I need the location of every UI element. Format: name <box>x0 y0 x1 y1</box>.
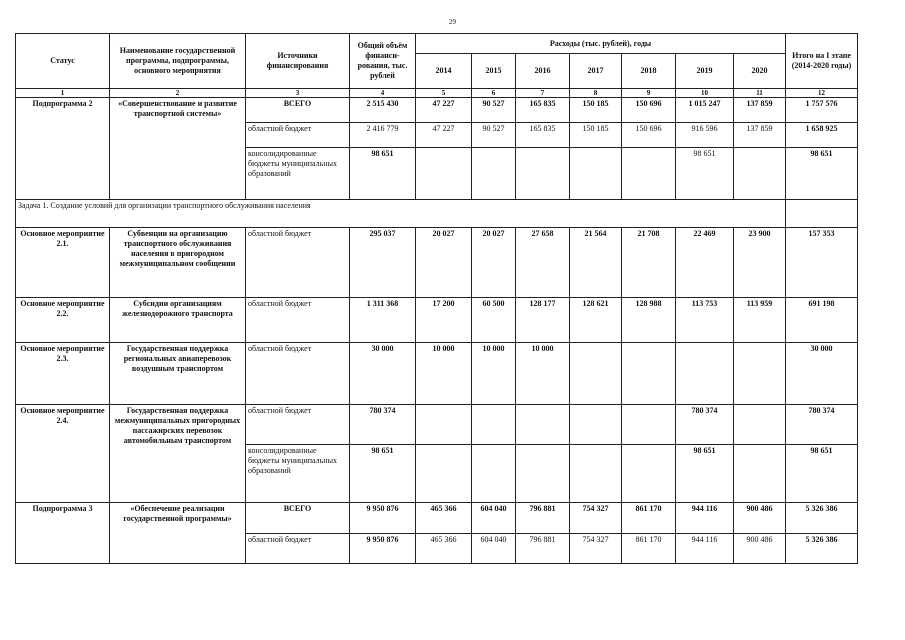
header-status: Статус <box>16 34 110 89</box>
row-value: 861 170 <box>622 534 676 564</box>
row-value: 21 708 <box>622 228 676 298</box>
row-total: 9 950 876 <box>350 534 416 564</box>
row-value: 916 596 <box>676 123 734 148</box>
row-value: 165 835 <box>516 98 570 123</box>
row-value <box>516 405 570 445</box>
task-row <box>16 200 858 228</box>
row-status: Основное мероприятие 2.4. <box>16 405 110 503</box>
header-year: 2014 <box>416 54 472 89</box>
row-total: 2 515 430 <box>350 98 416 123</box>
row-value: 98 651 <box>676 445 734 503</box>
row-sum: 157 353 <box>786 228 858 298</box>
row-value <box>622 445 676 503</box>
row-value: 604 040 <box>472 534 516 564</box>
header-stage-total: Итого на I этапе (2014-2020 годы) <box>786 34 858 89</box>
row-value: 90 527 <box>472 98 516 123</box>
row-name: Государственная поддержка региональных авиаперевозок воздушным транспортом <box>110 343 246 405</box>
row-value: 137 859 <box>734 98 786 123</box>
row-value: 128 621 <box>570 298 622 343</box>
row-value: 780 374 <box>676 405 734 445</box>
row-value: 23 900 <box>734 228 786 298</box>
row-value: 17 200 <box>416 298 472 343</box>
column-number: 4 <box>350 89 416 98</box>
row-value <box>416 405 472 445</box>
row-status: Подпрограмма 3 <box>16 503 110 564</box>
row-value <box>734 405 786 445</box>
column-number: 2 <box>110 89 246 98</box>
row-value <box>416 445 472 503</box>
page-number: 29 <box>449 18 456 26</box>
row-name: Субвенции на организацию транспортного обслуживания населения в пригородном межмуниципальном сообщении <box>110 228 246 298</box>
row-value <box>472 148 516 200</box>
row-status: Основное мероприятие 2.3. <box>16 343 110 405</box>
row-value: 900 486 <box>734 534 786 564</box>
column-number: 12 <box>786 89 858 98</box>
row-total: 295 037 <box>350 228 416 298</box>
row-value: 900 486 <box>734 503 786 534</box>
row-source: областной бюджет <box>246 298 350 343</box>
row-value: 21 564 <box>570 228 622 298</box>
row-value: 165 835 <box>516 123 570 148</box>
row-value <box>676 343 734 405</box>
row-value: 10 000 <box>472 343 516 405</box>
row-status: Основное мероприятие 2.1. <box>16 228 110 298</box>
row-source: консолидированные бюджеты муниципальных образований <box>246 445 350 503</box>
row-value <box>622 343 676 405</box>
row-name: «Обеспечение реализации государственной программы» <box>110 503 246 564</box>
row-value <box>734 343 786 405</box>
row-value <box>734 148 786 200</box>
row-value <box>416 148 472 200</box>
column-number: 5 <box>416 89 472 98</box>
task-title: Задача 1. Создание условий для организации транспортного обслуживания населения <box>16 200 786 228</box>
row-sum: 30 000 <box>786 343 858 405</box>
row-source: ВСЕГО <box>246 98 350 123</box>
column-number: 9 <box>622 89 676 98</box>
column-number: 7 <box>516 89 570 98</box>
header-year: 2019 <box>676 54 734 89</box>
row-value: 754 327 <box>570 503 622 534</box>
row-value: 150 696 <box>622 123 676 148</box>
row-sum: 1 658 925 <box>786 123 858 148</box>
row-value: 150 696 <box>622 98 676 123</box>
row-value: 22 469 <box>676 228 734 298</box>
row-sum: 780 374 <box>786 405 858 445</box>
table-row <box>16 228 858 298</box>
budget-table <box>15 33 858 564</box>
column-number: 6 <box>472 89 516 98</box>
row-value: 47 227 <box>416 123 472 148</box>
row-value: 113 753 <box>676 298 734 343</box>
row-value: 60 500 <box>472 298 516 343</box>
row-value: 20 027 <box>472 228 516 298</box>
row-sum: 1 757 576 <box>786 98 858 123</box>
row-value: 128 177 <box>516 298 570 343</box>
row-value: 10 000 <box>516 343 570 405</box>
row-total: 780 374 <box>350 405 416 445</box>
row-value: 47 227 <box>416 98 472 123</box>
column-number: 11 <box>734 89 786 98</box>
row-value: 1 015 247 <box>676 98 734 123</box>
header-year: 2016 <box>516 54 570 89</box>
row-total: 1 311 368 <box>350 298 416 343</box>
row-value <box>472 445 516 503</box>
row-source: областной бюджет <box>246 123 350 148</box>
row-name: Государственная поддержка межмуниципальных пригородных пассажирских перевозок автомобильным транспортом <box>110 405 246 503</box>
table-row <box>16 405 858 445</box>
row-value: 465 366 <box>416 503 472 534</box>
row-value: 604 040 <box>472 503 516 534</box>
table-row <box>16 298 858 343</box>
row-value: 944 116 <box>676 503 734 534</box>
row-value: 754 327 <box>570 534 622 564</box>
row-value: 10 000 <box>416 343 472 405</box>
row-name: «Совершенствование и развитие транспортной системы» <box>110 98 246 200</box>
row-source: областной бюджет <box>246 534 350 564</box>
row-value: 98 651 <box>676 148 734 200</box>
row-value: 944 116 <box>676 534 734 564</box>
header-row-1 <box>16 34 858 54</box>
row-total: 30 000 <box>350 343 416 405</box>
header-year: 2017 <box>570 54 622 89</box>
row-name: Субсидии организациям железнодорожного транспорта <box>110 298 246 343</box>
row-value <box>570 343 622 405</box>
row-value <box>472 405 516 445</box>
header-name: Наименование государственной программы, подпрограммы, основного мероприятия <box>110 34 246 89</box>
row-sum: 5 326 386 <box>786 534 858 564</box>
row-source: ВСЕГО <box>246 503 350 534</box>
header-year: 2018 <box>622 54 676 89</box>
header-year: 2020 <box>734 54 786 89</box>
row-value: 128 988 <box>622 298 676 343</box>
row-value: 113 959 <box>734 298 786 343</box>
column-number: 8 <box>570 89 622 98</box>
row-value: 27 658 <box>516 228 570 298</box>
row-status: Основное мероприятие 2.2. <box>16 298 110 343</box>
table-row <box>16 343 858 405</box>
header-expenses: Расходы (тыс. рублей), годы <box>416 34 786 54</box>
header-source: Источники финансирования <box>246 34 350 89</box>
column-number: 10 <box>676 89 734 98</box>
row-source: областной бюджет <box>246 405 350 445</box>
row-value: 137 859 <box>734 123 786 148</box>
row-value <box>570 148 622 200</box>
table-row <box>16 98 858 123</box>
row-sum: 691 198 <box>786 298 858 343</box>
row-sum: 5 326 386 <box>786 503 858 534</box>
row-status: Подпрограмма 2 <box>16 98 110 200</box>
row-value <box>734 445 786 503</box>
header-year: 2015 <box>472 54 516 89</box>
row-value: 796 881 <box>516 534 570 564</box>
row-value <box>570 445 622 503</box>
row-total: 2 416 779 <box>350 123 416 148</box>
row-value <box>622 405 676 445</box>
row-value: 150 185 <box>570 123 622 148</box>
row-total: 98 651 <box>350 445 416 503</box>
row-value: 465 366 <box>416 534 472 564</box>
row-total: 9 950 876 <box>350 503 416 534</box>
row-source: областной бюджет <box>246 343 350 405</box>
column-number: 3 <box>246 89 350 98</box>
header-total: Общий объём финанси-рования, тыс. рублей <box>350 34 416 89</box>
row-total: 98 651 <box>350 148 416 200</box>
task-empty-cell <box>786 200 858 228</box>
row-value: 20 027 <box>416 228 472 298</box>
row-value: 150 185 <box>570 98 622 123</box>
row-source: областной бюджет <box>246 228 350 298</box>
row-value <box>516 445 570 503</box>
row-value: 861 170 <box>622 503 676 534</box>
row-source: консолидированные бюджеты муниципальных образований <box>246 148 350 200</box>
row-value <box>622 148 676 200</box>
table-row <box>16 503 858 534</box>
column-number-row <box>16 89 858 98</box>
row-value <box>516 148 570 200</box>
row-sum: 98 651 <box>786 445 858 503</box>
row-value: 796 881 <box>516 503 570 534</box>
row-value: 90 527 <box>472 123 516 148</box>
row-sum: 98 651 <box>786 148 858 200</box>
row-value <box>570 405 622 445</box>
column-number: 1 <box>16 89 110 98</box>
